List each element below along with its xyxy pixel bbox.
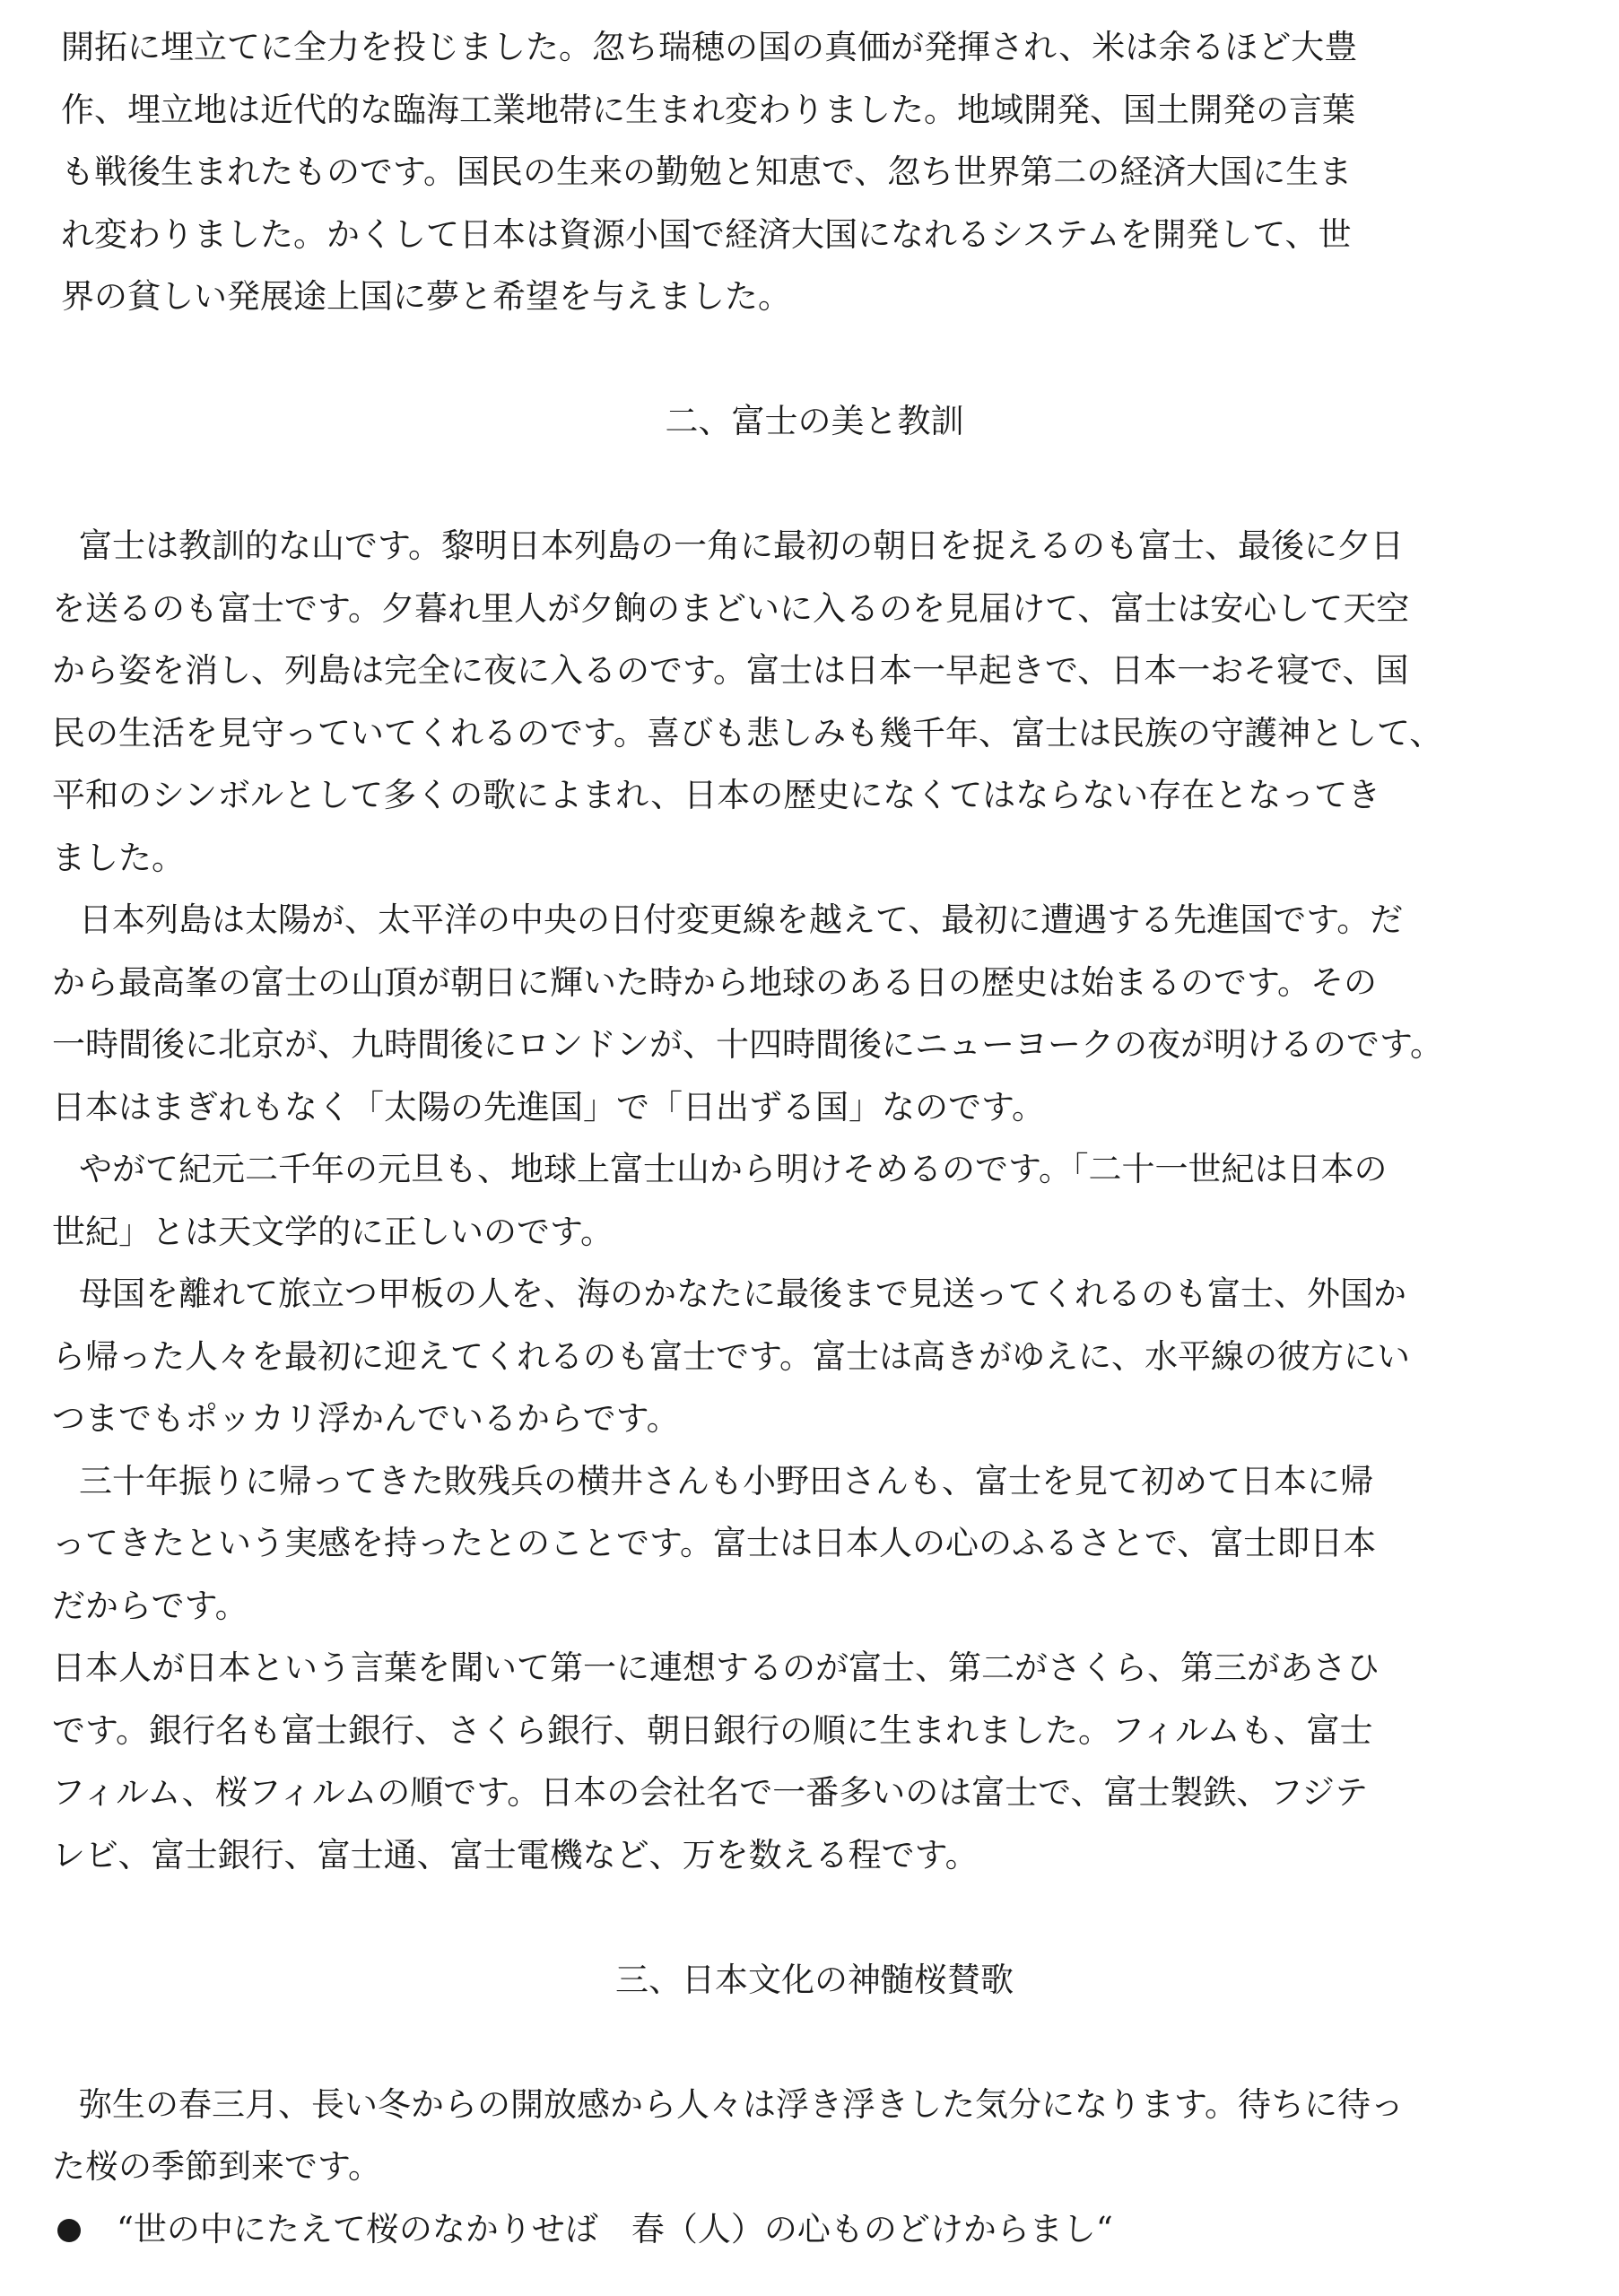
text-line: ってきたという実感を持ったとのことです。富士は日本人の心のふるさとで、富士即日本: [52, 1524, 1377, 1562]
text-line: 界の貧しい発展途上国に夢と希望を与えました。: [61, 277, 791, 316]
poem-text: “世の中にたえて桜のなかりせば 春（人）の心ものどけからまし“: [117, 2209, 1113, 2248]
text-line: レビ、富士銀行、富士通、富士電機など、万を数える程です。: [52, 1835, 979, 1874]
text-line: フィルム、桜フィルムの順です。日本の会社名で一番多いのは富士で、富士製鉄、フジテ: [52, 1773, 1369, 1812]
text-line: から最高峯の富士の山頂が朝日に輝いた時から地球のある日の歴史は始まるのです。その: [52, 962, 1378, 1002]
text-line: 富士は教訓的な山です。黎明日本列島の一角に最初の朝日を捉えるのも富士、最後に夕日: [79, 526, 1405, 565]
text-line: 日本列島は太陽が、太平洋の中央の日付変更線を越えて、最初に遭遇する先進国です。だ: [79, 900, 1404, 939]
text-line: れ変わりました。かくして日本は資源小国で経済大国になれるシステムを開発して、世: [61, 214, 1352, 254]
text-line: 一時間後に北京が、九時間後にロンドンが、十四時間後にニューヨークの夜が明けるのです。: [52, 1025, 1444, 1064]
spacer: [52, 2011, 1577, 2074]
spacer: [52, 453, 1577, 516]
poem-bullet-item: [52, 2198, 1577, 2261]
text-line: 開拓に埋立てに全力を投じました。忽ち瑞穂の国の真価が発揮され、米は余るほど大豊: [61, 28, 1358, 66]
text-line: やがて紀元二千年の元旦も、地球上富士山から明けそめるのです。「二十一世紀は日本の: [79, 1150, 1388, 1188]
text-line: 母国を離れて旅立つ甲板の人を、海のかなたに最後まで見送ってくれるのも富士、外国か: [79, 1274, 1406, 1313]
section-body-sakura: [52, 2074, 1577, 2261]
text-line: 三十年振りに帰ってきた敗残兵の横井さんも小野田さんも、富士を見て初めて日本に帰: [79, 1461, 1373, 1500]
text-line: も戦後生まれたものです。国民の生来の勤勉と知恵で、忽ち世界第二の経済大国に生ま: [61, 152, 1353, 191]
text-line: 平和のシンボルとして多くの歌によまれ、日本の歴史になくてはならない存在となってき: [52, 776, 1381, 814]
text-line: から姿を消し、列島は完全に夜に入るのです。富士は日本一早起きで、日本一おそ寝で、国: [52, 651, 1409, 690]
text-line: 日本人が日本という言葉を聞いて第一に連想するのが富士、第二がさくら、第三があさひ: [52, 1648, 1380, 1687]
document-page: [52, 16, 1577, 2260]
text-line: 世紀」とは天文学的に正しいのです。: [52, 1212, 614, 1251]
section-body-fuji: [52, 515, 1577, 1886]
text-line: ら帰った人々を最初に迎えてくれるのも富士です。富士は高きがゆえに、水平線の彼方にい: [52, 1336, 1411, 1376]
text-line: つまでもポッカリ浮かんでいるからです。: [52, 1399, 680, 1438]
text-line: た桜の季節到来です。: [52, 2147, 382, 2186]
section-heading-fuji: 二、富士の美と教訓: [665, 402, 964, 440]
spacer: [52, 328, 1577, 391]
text-line: ました。: [52, 838, 185, 877]
intro-paragraph: [52, 16, 1577, 328]
section-heading-sakura: 三、日本文化の神髄桜賛歌: [615, 1960, 1014, 1999]
text-line: 弥生の春三月、長い冬からの開放感から人々は浮き浮きした気分になります。待ちに待っ: [79, 2084, 1405, 2124]
text-line: 作、埋立地は近代的な臨海工業地帯に生まれ変わりました。地域開発、国土開発の言葉: [61, 90, 1355, 129]
text-line: だからです。: [52, 1586, 248, 1625]
text-line: 民の生活を見守っていてくれるのです。喜びも悲しみも幾千年、富士は民族の守護神として、: [52, 713, 1443, 752]
bullet-icon: [57, 2219, 81, 2242]
spacer: [52, 1886, 1577, 1949]
text-line: 日本はまぎれもなく「太陽の先進国」で「日出ずる国」なのです。: [52, 1087, 1046, 1126]
text-line: を送るのも富士です。夕暮れ里人が夕餉のまどいに入るのを見届けて、富士は安心して天空: [52, 588, 1410, 628]
text-line: です。銀行名も富士銀行、さくら銀行、朝日銀行の順に生まれました。フィルムも、富士: [52, 1710, 1373, 1750]
